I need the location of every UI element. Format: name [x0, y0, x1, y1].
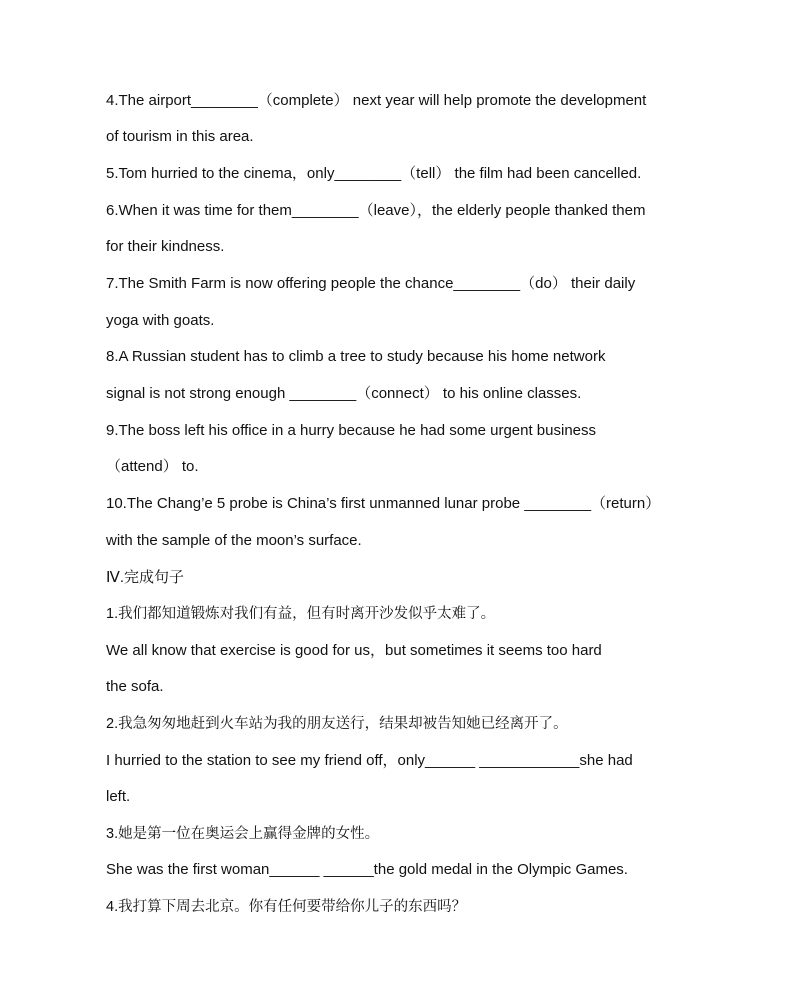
sentence-3-line-1: She was the first woman______ ______the gold medal in the Olympic Games.	[106, 861, 628, 878]
sentence-1-chinese-prompt: 1.我们都知道锻炼对我们有益，但有时离开沙发似乎太难了。	[106, 606, 496, 622]
item-9-line-2: （attend） to.	[106, 458, 199, 475]
item-4-line-1: 4.The airport________（complete） next year will help promote the development	[106, 92, 647, 109]
sentence-2-line-2: left.	[106, 788, 131, 805]
item-5-line-1: 5.Tom hurried to the cinema，only________（tell） the film had been cancelled.	[106, 165, 642, 182]
section-iv-heading: Ⅳ.完成句子	[106, 569, 185, 586]
sentence-1-line-2: the sofa.	[106, 678, 164, 695]
sentence-3-chinese-prompt: 3.她是第一位在奥运会上赢得金牌的女性。	[106, 826, 380, 842]
sentence-1-line-1: We all know that exercise is good for us，but sometimes it seems too hard	[106, 642, 602, 659]
sentence-2-chinese-prompt: 2.我急匆匆地赶到火车站为我的朋友送行，结果却被告知她已经离开了。	[106, 716, 568, 732]
item-7-line-2: yoga with goats.	[106, 312, 215, 329]
item-6-line-1: 6.When it was time for them________（leave），the elderly people thanked them	[106, 202, 646, 219]
item-8-line-1: 8.A Russian student has to climb a tree to study because his home network	[106, 348, 606, 365]
item-7-line-1: 7.The Smith Farm is now offering people the chance________（do） their daily	[106, 275, 636, 292]
item-6-line-2: for their kindness.	[106, 238, 225, 255]
sentence-4-chinese-prompt: 4.我打算下周去北京。你有任何要带给你儿子的东西吗？	[106, 899, 467, 915]
item-10-line-2: with the sample of the moon’s surface.	[106, 532, 362, 549]
item-8-line-2: signal is not strong enough ________（connect） to his online classes.	[106, 385, 582, 402]
item-10-line-1: 10.The Chang’e 5 probe is China’s first unmanned lunar probe ________（return）	[106, 495, 661, 512]
item-4-line-2: of tourism in this area.	[106, 128, 254, 145]
item-9-line-1: 9.The boss left his office in a hurry because he had some urgent business	[106, 422, 597, 439]
sentence-2-line-1: I hurried to the station to see my friend off，only______ ____________she had	[106, 752, 633, 769]
